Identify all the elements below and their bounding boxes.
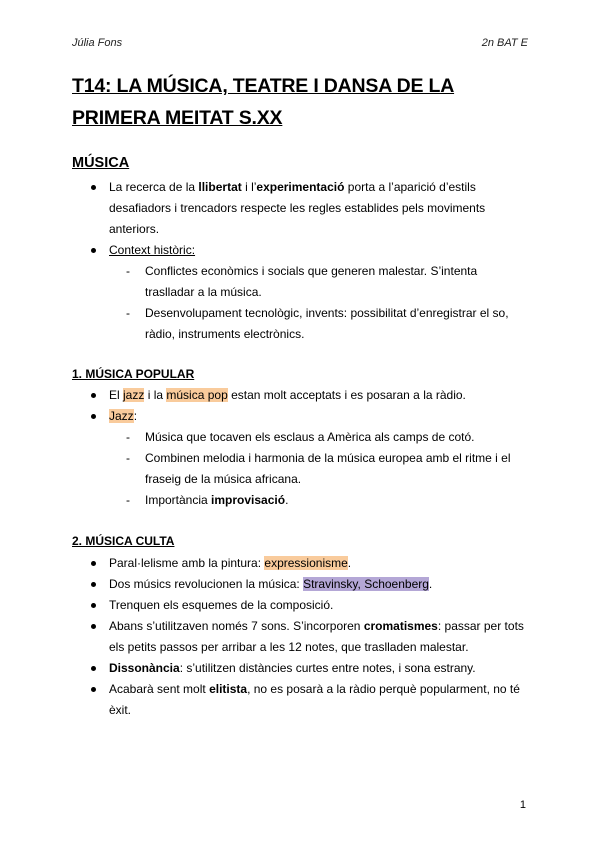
text-run: Conflictes econòmics i socials que generen malestar. S’intenta traslladar a la música. (145, 264, 478, 299)
list-item (0, 385, 600, 406)
bold-text: cromatismes (363, 619, 438, 633)
dash-icon: - (126, 451, 130, 465)
bullet-icon (91, 248, 96, 253)
text-run: La recerca de la (109, 180, 199, 194)
underlined-text: Context històric: (109, 243, 196, 257)
text-run: : s’utilitzen distàncies curtes entre notes, i sona estrany. (179, 661, 476, 675)
list-item (0, 574, 600, 595)
list-item (0, 658, 600, 679)
sub-list-item (0, 490, 600, 511)
section-heading-popular: 1. MÚSICA POPULAR (72, 367, 195, 381)
bold-text: improvisació (211, 493, 286, 507)
text-run: . (285, 493, 289, 507)
popular-list (0, 385, 600, 511)
bold-text: experimentació (256, 180, 345, 194)
section-heading-musica: MÚSICA (72, 155, 130, 171)
header-class: 2n BAT E (481, 37, 528, 49)
text-run: : (133, 409, 138, 423)
page-title: T14: LA MÚSICA, TEATRE I DANSA DE LA PRIMERA MEITAT S.XX (72, 75, 455, 129)
text-run: Dos músics revolucionen la música: (109, 577, 304, 591)
bullet-icon (91, 582, 96, 587)
list-item (0, 679, 600, 721)
page-number: 1 (519, 799, 526, 811)
bullet-icon (91, 185, 96, 190)
highlighted-text: Stravinsky, Schoenberg (303, 577, 429, 591)
text-run: Acabarà sent molt (109, 682, 210, 696)
section-heading-culta: 2. MÚSICA CULTA (72, 534, 175, 548)
list-item (0, 553, 600, 574)
highlighted-text: Jazz (109, 409, 134, 423)
text-run: Paral·lelisme amb la pintura: (109, 556, 265, 570)
text-run: El (109, 388, 124, 402)
text-run: i la (144, 388, 167, 402)
text-run: Trenquen els esquemes de la composició. (109, 598, 334, 612)
bullet-icon (91, 603, 96, 608)
text-run: . (428, 577, 433, 591)
bullet-icon (91, 393, 96, 398)
dash-icon: - (126, 430, 130, 444)
list-item (0, 595, 600, 616)
list-item (0, 616, 600, 658)
dash-icon: - (126, 264, 130, 278)
list-item (0, 406, 600, 427)
culta-list (0, 553, 600, 721)
dash-icon: - (126, 306, 130, 320)
sub-list-item (0, 427, 600, 448)
header-author: Júlia Fons (72, 37, 123, 49)
text-run: i l’ (241, 180, 257, 194)
bullet-icon (91, 666, 96, 671)
sub-list-item (0, 448, 600, 490)
bold-text: Dissonància (109, 661, 180, 675)
text-run: Abans s’utilitzaven només 7 sons. S’incorporen (109, 619, 364, 633)
highlighted-text: música pop (166, 388, 228, 402)
bullet-icon (91, 561, 96, 566)
bold-text: elitista (209, 682, 248, 696)
bullet-icon (91, 687, 96, 692)
highlighted-text: expressionisme (264, 556, 348, 570)
text-run: . (347, 556, 352, 570)
text-run: Música que tocaven els esclaus a Amèrica als camps de cotó. (145, 430, 475, 444)
text-run: estan molt acceptats i es posaran a la ràdio. (227, 388, 466, 402)
highlighted-text: jazz (123, 388, 145, 402)
list-item (0, 177, 600, 240)
bullet-icon (91, 624, 96, 629)
musica-list (0, 177, 600, 345)
sub-list-item (0, 261, 600, 303)
text-run: , no es posarà a la ràdio perquè popularment, no té èxit. (109, 682, 520, 717)
sub-list-item (0, 303, 600, 345)
text-run: Combinen melodia i harmonia de la música europea amb el ritme i el fraseig de la música africana. (145, 451, 511, 486)
text-run: : passar per tots els petits passos per arribar a les 12 notes, que traslladen malestar. (109, 619, 524, 654)
text-run: Desenvolupament tecnològic, invents: possibilitat d’enregistrar el so, ràdio, instruments electrònics. (145, 306, 509, 341)
dash-icon: - (126, 493, 130, 507)
bold-text: llibertat (198, 180, 242, 194)
text-run: Importància (145, 493, 212, 507)
text-run: porta a l’aparició d’estils desafiadors i trencadors respecte les regles establides pels moviments anteriors. (109, 180, 486, 236)
list-item (0, 240, 600, 261)
bullet-icon (91, 414, 96, 419)
